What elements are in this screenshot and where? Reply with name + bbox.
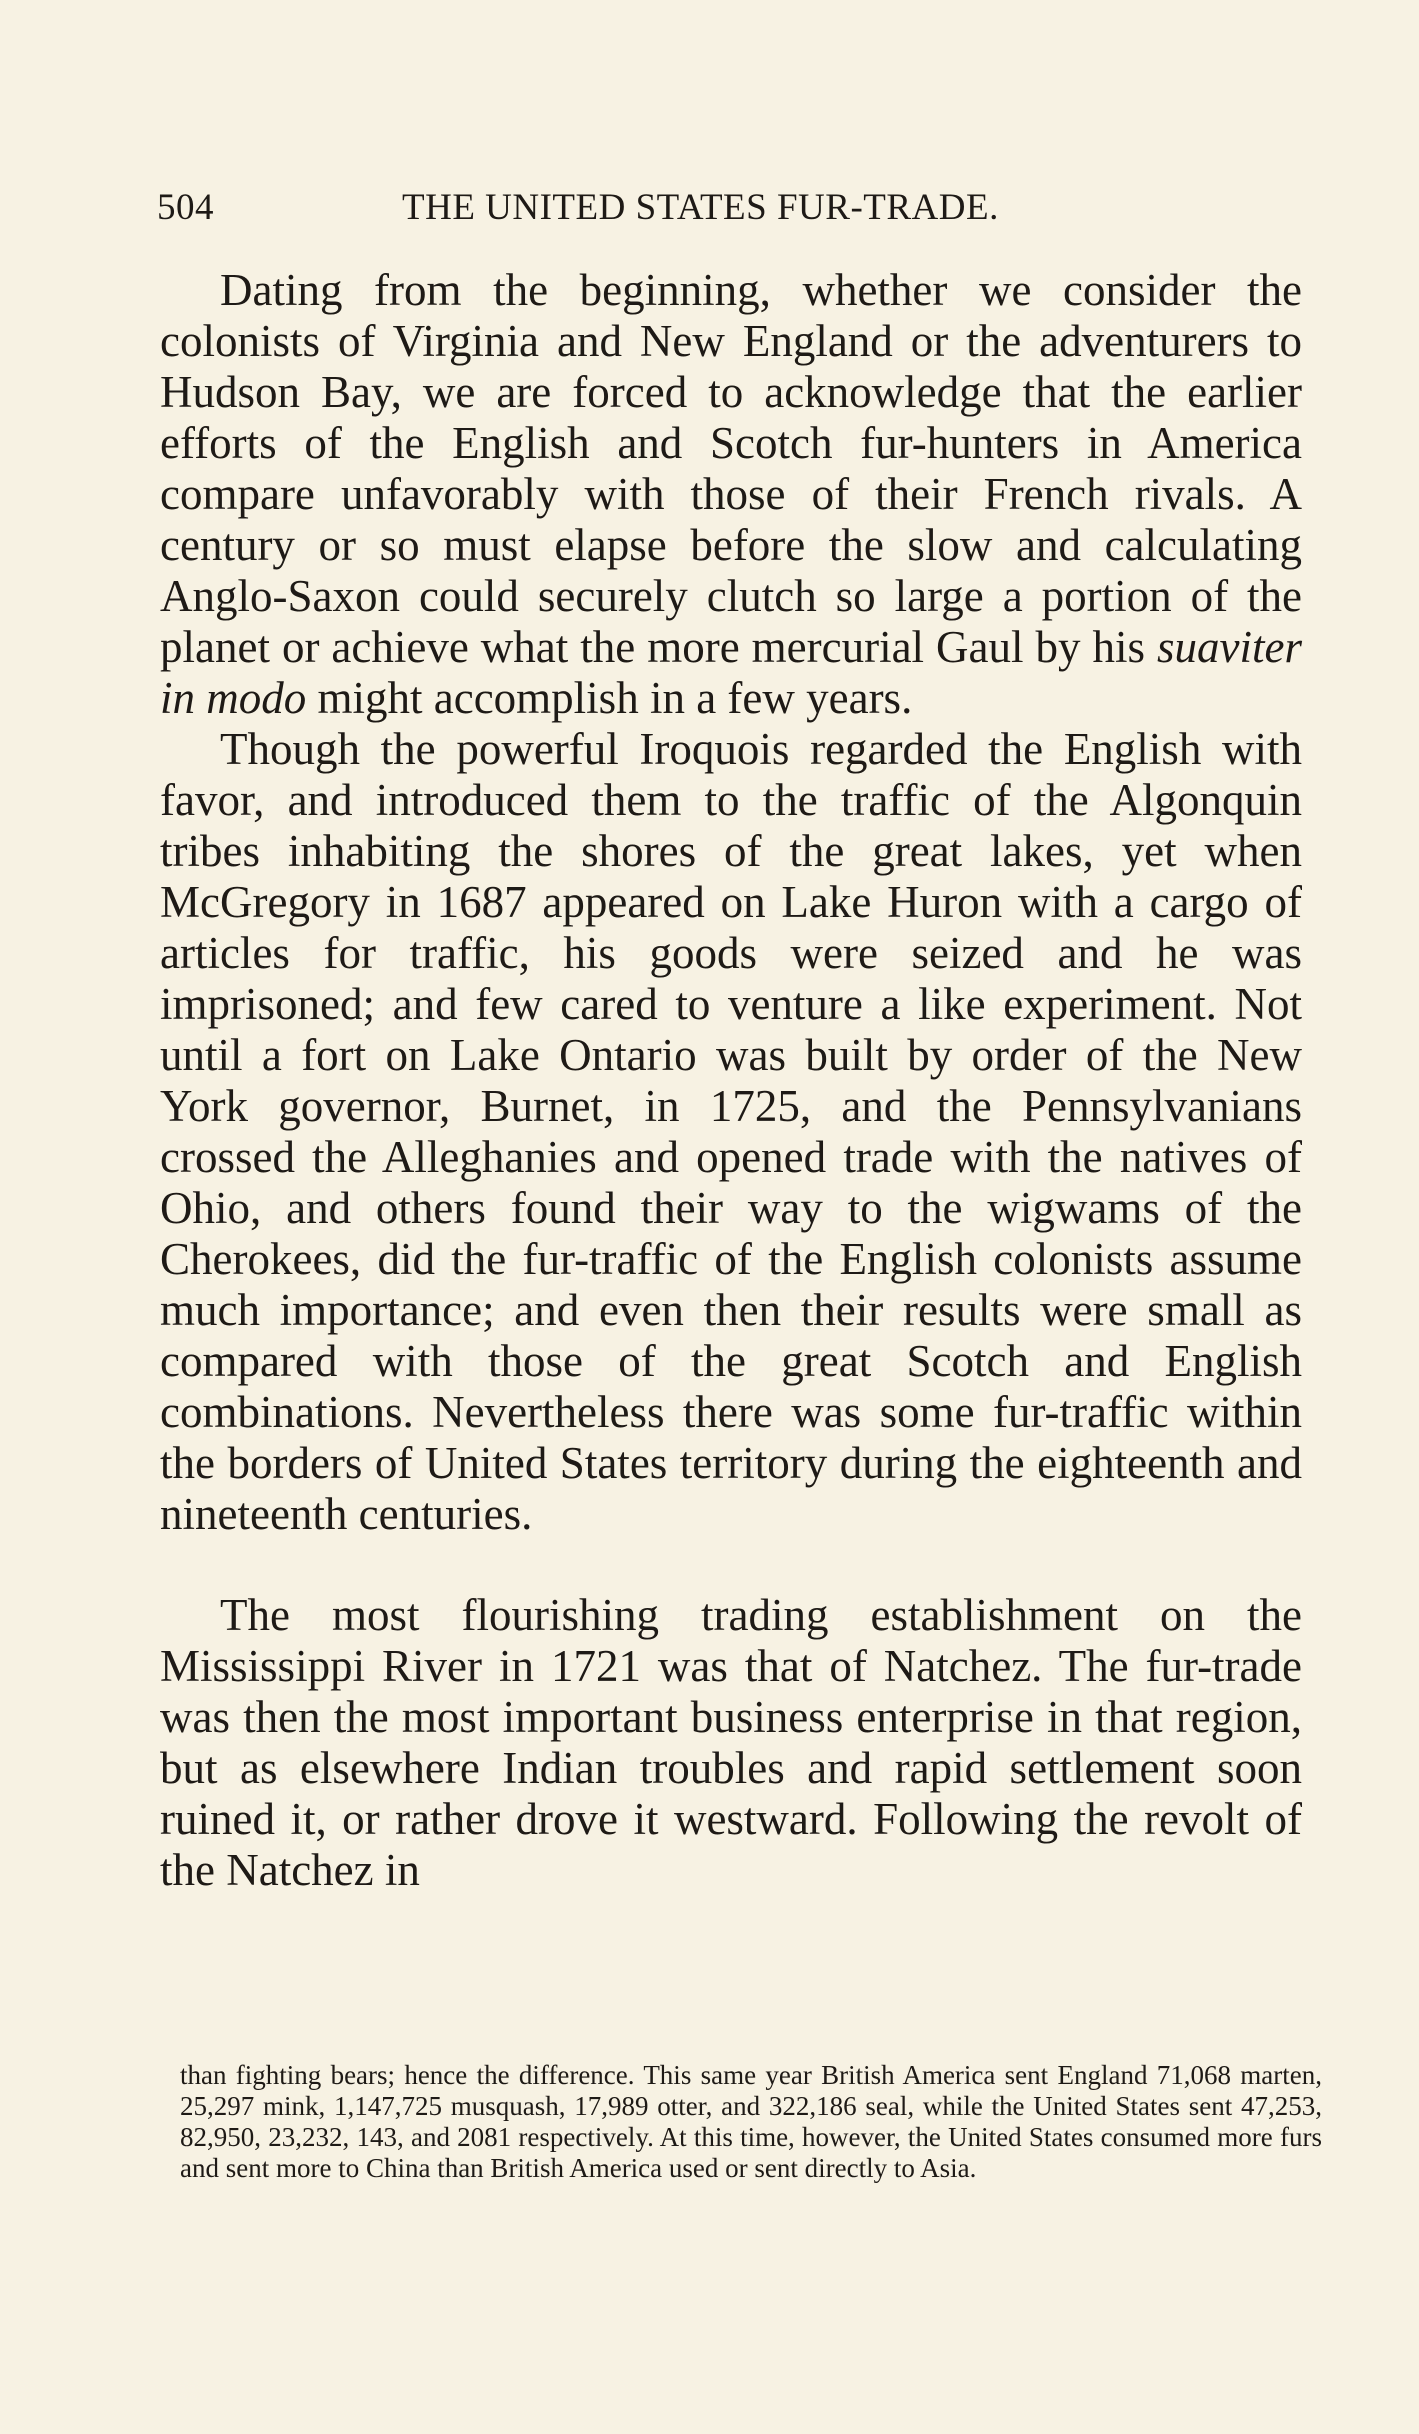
paragraph-1-text: Dating from the beginning, whether we consider the colonists of Virginia and New England or the adventurers to Hudson Bay, we are forced to acknowledge that the earlier efforts of the English and Scotch fur-hunters in America compare unfavorably with those of their French rivals. A century or so must elapse before the slow and calculating Anglo-Saxon could securely clutch so large a portion of the planet or achieve what the more mercurial Gaul by his — [160, 265, 1302, 672]
paragraph-1 — [160, 265, 1302, 724]
page-number: 504 — [157, 187, 214, 228]
paragraph-1-ending: might accomplish in a few years. — [317, 673, 913, 723]
running-head — [157, 186, 1317, 236]
paragraph-2: Though the powerful Iroquois regarded the English with favor, and introduced them to the traffic of the Algonquin tribes inhabiting the shores of the great lakes, yet when McGregory in 1687 appeared on Lake Huron with a cargo of articles for traffic, his goods were seized and he was imprisoned; and few cared to venture a like experiment. Not until a fort on Lake Ontario was built by order of the New York governor, Burnet, in 1725, and the Pennsylvanians crossed the Alleghanies and opened trade with the natives of Ohio, and others found their way to the wigwams of the Cherokees, did the fur-traffic of the English colonists assume much importance; and even then their results were small as compared with those of the great Scotch and English combinations. Nevertheless there was some fur-traffic within the borders of United States territory during the eighteenth and nineteenth centuries. — [160, 724, 1302, 1539]
footnote: than fighting bears; hence the difference. This same year British America sent England 71,068 marten, 25,297 mink, 1,147,725 musquash, 17,989 otter, and 322,186 seal, while the United States sent 47,253, 82,950, 23,232, 143, and 2081 respectively. At this time, however, the United States consumed more furs and sent more to China than British America used or sent directly to Asia. — [180, 2060, 1322, 2183]
italic-phrase: suaviter in modo — [160, 622, 1302, 723]
body-text — [160, 265, 1302, 1896]
paragraph-3: The most flourishing trading establishment on the Mississippi River in 1721 was that of Natchez. The fur-trade was then the most important business enterprise in that region, but as elsewhere Indian troubles and rapid settlement soon ruined it, or rather drove it westward. Following the revolt of the Natchez in — [160, 1590, 1302, 1895]
running-title: THE UNITED STATES FUR-TRADE. — [402, 187, 999, 228]
